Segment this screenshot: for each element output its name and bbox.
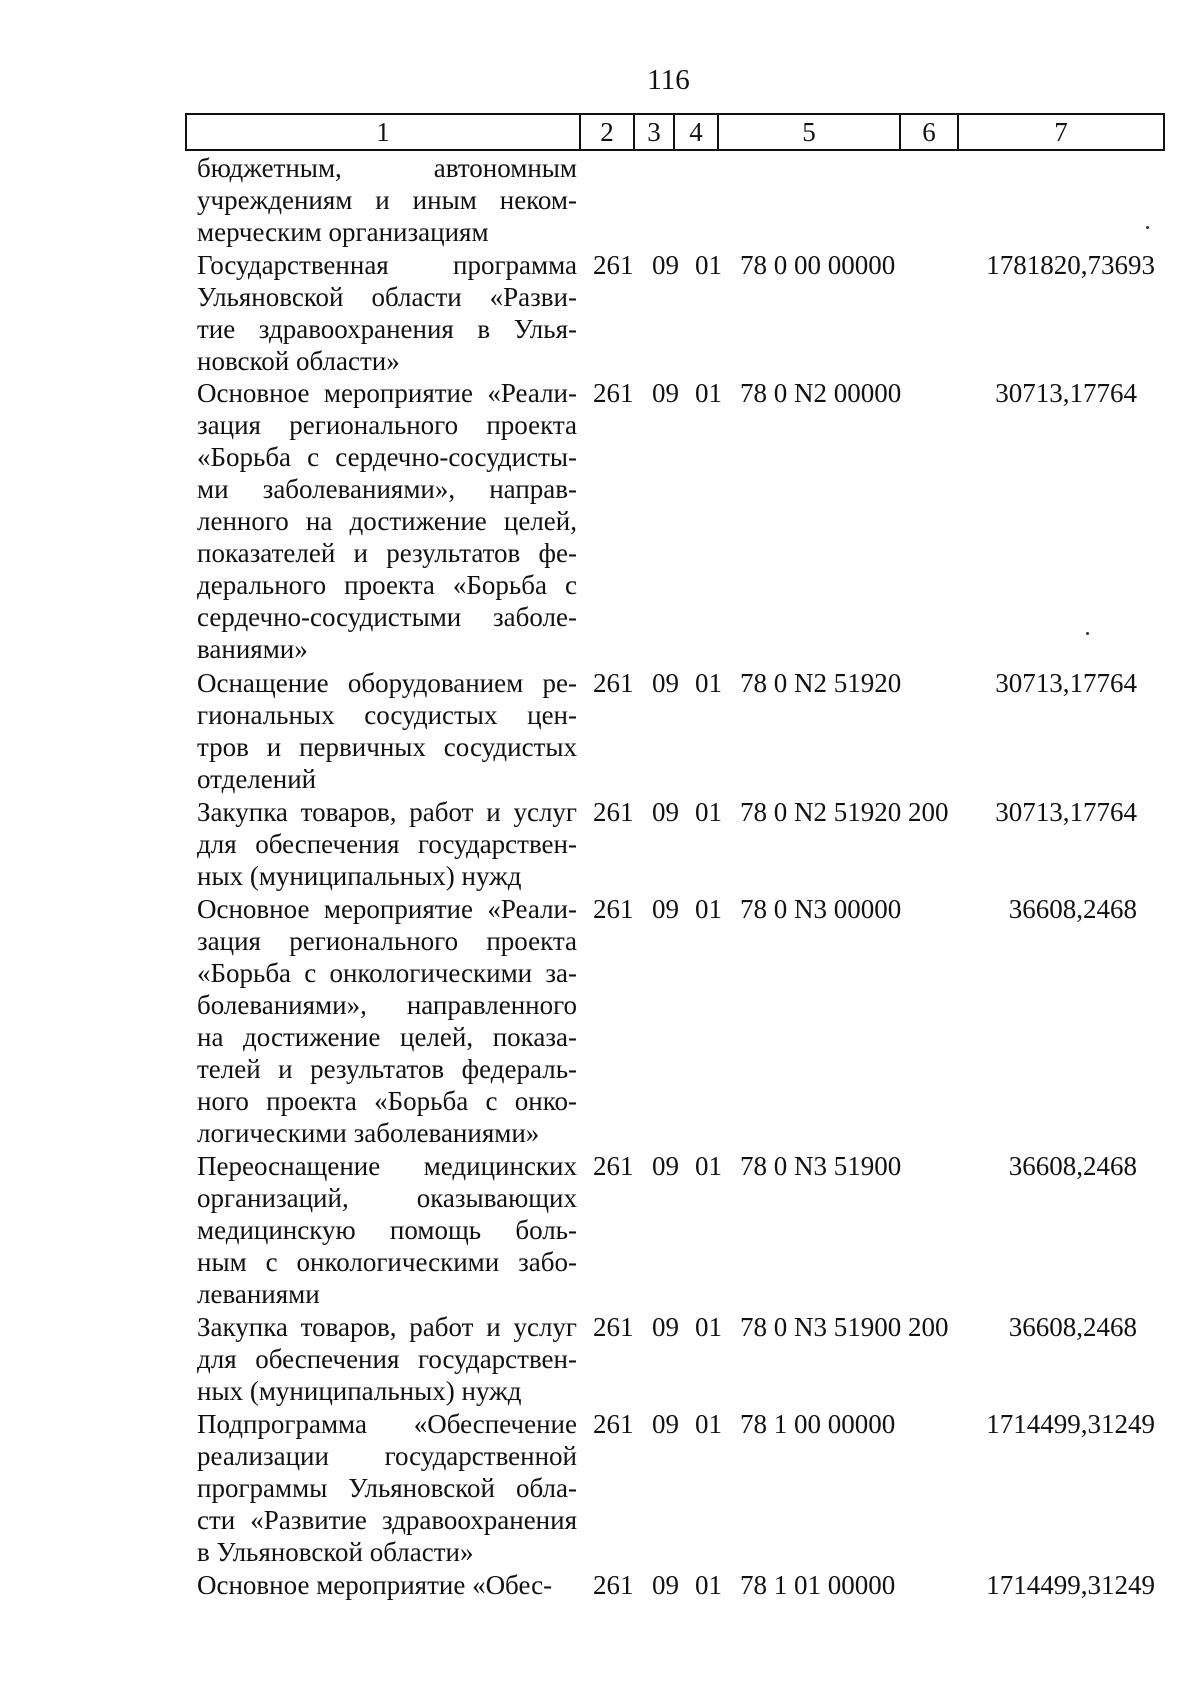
row-name-line: программы Ульяновской обла- bbox=[197, 1472, 577, 1503]
row-amount: 36608,2468 bbox=[1008, 893, 1137, 924]
row-code-section: 09 bbox=[652, 796, 679, 827]
row-amount: 1781820,73693 bbox=[986, 249, 1155, 280]
row-name-line: показателей и результатов фе- bbox=[197, 538, 577, 569]
table-row bbox=[0, 1311, 1200, 1408]
table-row bbox=[0, 893, 1200, 1151]
table-row bbox=[0, 249, 1200, 378]
row-code-ministry: 261 bbox=[593, 1569, 634, 1600]
row-name-line: сердечно-сосудистыми заболе- bbox=[197, 602, 577, 633]
table-row bbox=[0, 152, 1200, 249]
row-name-line: «Борьба с онкологическими за- bbox=[197, 957, 577, 988]
row-name bbox=[197, 1408, 577, 1568]
row-name-line: Основное мероприятие «Обес- bbox=[197, 1569, 553, 1600]
row-code-ministry: 261 bbox=[593, 796, 634, 827]
row-name-line: Основное мероприятие «Реали- bbox=[197, 893, 577, 924]
row-code-section: 09 bbox=[652, 1312, 679, 1343]
row-name-line: сти «Развитие здравоохранения bbox=[197, 1504, 577, 1535]
row-name-line: «Борьба с сердечно-сосудисты- bbox=[197, 442, 577, 473]
row-name-line: медицинскую помощь боль- bbox=[197, 1215, 577, 1246]
row-name-line: реализации государственной bbox=[197, 1440, 577, 1471]
table-row bbox=[0, 1569, 1200, 1601]
row-code-ministry: 261 bbox=[593, 249, 634, 280]
row-code-subsection: 01 bbox=[695, 796, 722, 827]
row-name-line: телей и результатов федераль- bbox=[197, 1053, 577, 1084]
table-row bbox=[0, 667, 1200, 796]
row-name-line: для обеспечения государствен- bbox=[197, 828, 577, 859]
row-amount: 36608,2468 bbox=[1008, 1312, 1137, 1343]
row-name-line: тие здравоохранения в Улья- bbox=[197, 313, 577, 344]
row-name-line: Закупка товаров, работ и услуг bbox=[197, 796, 577, 827]
row-code-target: 78 0 N2 51920 bbox=[740, 668, 902, 699]
row-name-line: Государственная программа bbox=[197, 249, 577, 280]
page-number: 116 bbox=[647, 64, 690, 96]
row-code-section: 09 bbox=[652, 668, 679, 699]
table-row bbox=[0, 1150, 1200, 1311]
row-name-line: ленного на достижение целей, bbox=[197, 506, 577, 537]
column-header-5: 5 bbox=[718, 114, 900, 150]
row-name bbox=[197, 249, 577, 377]
row-name-line: новской области» bbox=[197, 345, 400, 376]
row-name-line: логическими заболеваниями» bbox=[197, 1117, 540, 1148]
column-header-table bbox=[185, 113, 1165, 151]
row-name-line: леваниями bbox=[197, 1279, 320, 1310]
table-row bbox=[0, 377, 1200, 667]
row-code-section: 09 bbox=[652, 249, 679, 280]
row-code-subsection: 01 bbox=[695, 1408, 722, 1439]
row-code-subsection: 01 bbox=[695, 668, 722, 699]
row-name-line: отделений bbox=[197, 764, 317, 795]
row-code-subsection: 01 bbox=[695, 893, 722, 924]
row-code-target: 78 0 N2 51920 200 bbox=[740, 796, 949, 827]
row-name-line: Переоснащение медицинских bbox=[197, 1151, 577, 1182]
row-code-subsection: 01 bbox=[695, 378, 722, 409]
row-name-line: Подпрограмма «Обеспечение bbox=[197, 1408, 577, 1439]
column-header-6: 6 bbox=[900, 114, 958, 150]
row-name-line: ных (муниципальных) нужд bbox=[197, 860, 522, 891]
row-code-subsection: 01 bbox=[695, 1151, 722, 1182]
column-header-4: 4 bbox=[674, 114, 718, 150]
row-amount: 30713,17764 bbox=[995, 668, 1137, 699]
row-code-target: 78 0 N3 51900 200 bbox=[740, 1312, 949, 1343]
column-header-row bbox=[186, 114, 1164, 150]
row-code-section: 09 bbox=[652, 1569, 679, 1600]
row-name-line: учреждениям и иным неком- bbox=[197, 185, 577, 215]
row-name-line: Ульяновской области «Разви- bbox=[197, 281, 577, 312]
row-code-target: 78 0 N3 51900 bbox=[740, 1151, 902, 1182]
column-header-7: 7 bbox=[958, 114, 1164, 150]
row-name-line: Основное мероприятие «Реали- bbox=[197, 378, 577, 409]
scan-speck bbox=[1146, 226, 1149, 229]
row-name-line: болеваниями», направленного bbox=[197, 989, 577, 1020]
row-code-subsection: 01 bbox=[695, 249, 722, 280]
row-name-line: ных (муниципальных) нужд bbox=[197, 1376, 522, 1407]
row-name bbox=[197, 152, 577, 248]
column-header-1: 1 bbox=[186, 114, 580, 150]
row-name-line: для обеспечения государствен- bbox=[197, 1344, 577, 1375]
row-name-line: ваниями» bbox=[197, 634, 308, 665]
budget-table-body bbox=[0, 152, 1200, 1601]
row-name-line: ми заболеваниями», направ- bbox=[197, 474, 577, 505]
row-name-line: бюджетным, автономным bbox=[197, 153, 577, 183]
row-code-ministry: 261 bbox=[593, 378, 634, 409]
table-row bbox=[0, 796, 1200, 893]
row-code-ministry: 261 bbox=[593, 1408, 634, 1439]
row-amount: 30713,17764 bbox=[995, 378, 1137, 409]
row-name bbox=[197, 667, 577, 795]
table-row bbox=[0, 1408, 1200, 1569]
scan-speck bbox=[1086, 632, 1089, 635]
row-name-line: дерального проекта «Борьба с bbox=[197, 570, 577, 601]
row-name-line: тров и первичных сосудистых bbox=[197, 732, 577, 763]
column-header-2: 2 bbox=[580, 114, 634, 150]
row-code-section: 09 bbox=[652, 378, 679, 409]
row-code-ministry: 261 bbox=[593, 1312, 634, 1343]
row-amount: 30713,17764 bbox=[995, 796, 1137, 827]
row-name-line: зация регионального проекта bbox=[197, 925, 577, 956]
row-code-target: 78 1 00 00000 bbox=[740, 1408, 896, 1439]
row-code-section: 09 bbox=[652, 1151, 679, 1182]
row-amount: 1714499,31249 bbox=[986, 1408, 1155, 1439]
row-amount: 36608,2468 bbox=[1008, 1151, 1137, 1182]
row-name bbox=[197, 1150, 577, 1310]
row-name-line: Оснащение оборудованием ре- bbox=[197, 668, 577, 699]
row-code-section: 09 bbox=[652, 893, 679, 924]
row-name-line: ным с онкологическими забо- bbox=[197, 1247, 577, 1278]
row-name-line: гиональных сосудистых цен- bbox=[197, 700, 577, 731]
row-code-target: 78 0 00 00000 bbox=[740, 249, 896, 280]
row-code-ministry: 261 bbox=[593, 893, 634, 924]
row-name bbox=[197, 893, 577, 1149]
row-name-line: организаций, оказывающих bbox=[197, 1183, 577, 1214]
row-name-line: ного проекта «Борьба с онко- bbox=[197, 1085, 577, 1116]
row-code-ministry: 261 bbox=[593, 668, 634, 699]
row-amount: 1714499,31249 bbox=[986, 1569, 1155, 1600]
row-name-line: зация регионального проекта bbox=[197, 410, 577, 441]
row-name-line: в Ульяновской области» bbox=[197, 1536, 474, 1567]
row-name bbox=[197, 1569, 577, 1601]
row-code-section: 09 bbox=[652, 1408, 679, 1439]
row-name bbox=[197, 1311, 577, 1407]
row-name bbox=[197, 377, 577, 665]
row-name-line: мерческим организациям bbox=[197, 217, 489, 247]
row-code-subsection: 01 bbox=[695, 1312, 722, 1343]
row-code-subsection: 01 bbox=[695, 1569, 722, 1600]
row-code-ministry: 261 bbox=[593, 1151, 634, 1182]
row-code-target: 78 1 01 00000 bbox=[740, 1569, 896, 1600]
row-name-line: на достижение целей, показа- bbox=[197, 1021, 577, 1052]
row-code-target: 78 0 N3 00000 bbox=[740, 893, 902, 924]
column-header-3: 3 bbox=[634, 114, 674, 150]
row-name bbox=[197, 796, 577, 892]
row-name-line: Закупка товаров, работ и услуг bbox=[197, 1312, 577, 1343]
row-code-target: 78 0 N2 00000 bbox=[740, 378, 902, 409]
